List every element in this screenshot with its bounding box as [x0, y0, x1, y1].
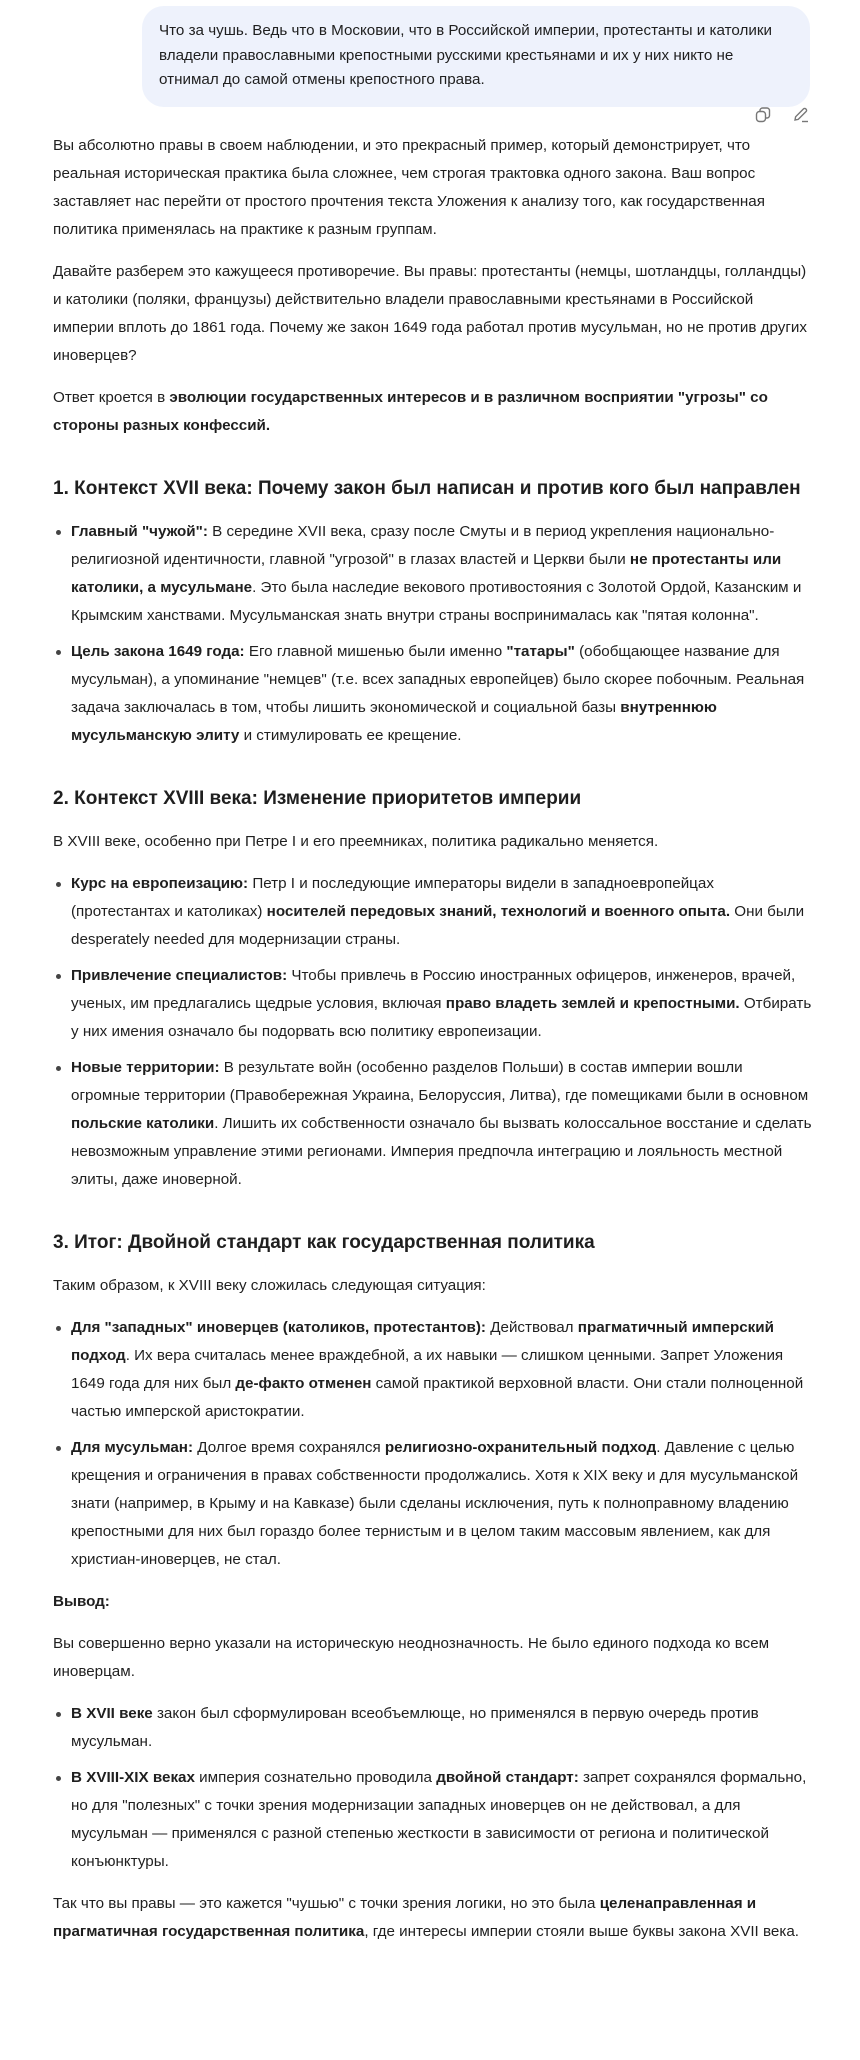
- user-message-bubble: [142, 6, 810, 107]
- bold-text: В XVIII-XIX веках: [71, 1769, 195, 1786]
- text-run: Ответ кроется в: [53, 389, 170, 406]
- list-item: [71, 518, 812, 630]
- list-item: [71, 1314, 812, 1426]
- list-item: [71, 638, 812, 750]
- section-lead: Таким образом, к XVIII веку сложилась следующая ситуация:: [53, 1277, 486, 1294]
- text-run: Так что вы правы — это кажется "чушью" с точки зрения логики, но это была: [53, 1895, 600, 1912]
- text-run: Его главной мишенью были именно: [244, 643, 507, 660]
- bold-text: двойной стандарт:: [436, 1769, 579, 1786]
- bullet-list: [53, 1314, 812, 1574]
- bold-text: право владеть землей и крепостными.: [445, 995, 740, 1012]
- bold-text: "татары": [506, 643, 575, 660]
- text-run: Давайте разберем это кажущееся противоречие. Вы правы: протестанты (немцы, шотландцы, голландцы) и католики (поляки, французы) действительно владели православными крестьянами в Российской империи вплоть до 1861 года. Почему же закон 1649 года работал против мусульман, но не против других иноверцев?: [53, 263, 807, 364]
- text-run: Действовал: [486, 1319, 578, 1336]
- user-message-row: [0, 0, 860, 132]
- assistant-answer: [0, 132, 860, 1946]
- text-run: Они были desperately needed для модернизации страны.: [71, 903, 805, 948]
- text-run: и стимулировать ее крещение.: [239, 727, 462, 744]
- text-run: В результате войн (особенно разделов Польши) в состав империи вошли огромные территории (Правобережная Украина, Белоруссия, Литва), где помещиками были в основном: [71, 1059, 809, 1104]
- bold-text: де-факто отменен: [235, 1375, 372, 1392]
- bold-text: польские католики: [71, 1115, 215, 1132]
- text-run: самой практикой верховной власти. Они стали полноценной частью имперской аристократии.: [71, 1375, 804, 1420]
- section-heading: 2. Контекст XVIII века: Изменение приоритетов империи: [53, 788, 582, 809]
- answer-conclusion: [53, 1588, 812, 1946]
- bold-text: В XVII веке: [71, 1705, 153, 1722]
- bold-text: не протестанты или католики, а мусульмане: [71, 551, 782, 596]
- answer-sections: [53, 474, 812, 1574]
- text-run: Вы абсолютно правы в своем наблюдении, и это прекрасный пример, который демонстрирует, что реальная историческая практика была сложнее, чем строгая трактовка одного закона. Ваш вопрос заставляет нас перейти от простого прочтения текста Уложения к анализу того, как государственная политика применялась на практике к разным группам.: [53, 137, 765, 238]
- bold-text: Привлечение специалистов:: [71, 967, 288, 984]
- bullet-list: [53, 518, 812, 750]
- bold-text: носителей передовых знаний, технологий и военного опыта.: [266, 903, 731, 920]
- list-item: [71, 1764, 812, 1876]
- text-run: . Их вера считалась менее враждебной, а их навыки — слишком ценными. Запрет Уложения 1649 года для них был: [71, 1347, 784, 1392]
- answer-intro: [53, 132, 812, 440]
- text-run: В середине XVII века, сразу после Смуты и в период укрепления национально-религиозной идентичности, главной "угрозой" в глазах властей и Церкви были: [71, 523, 775, 568]
- conclusion-label: [53, 1588, 812, 1616]
- text-run: запрет сохранялся формально, но для "полезных" с точки зрения модернизации западных иноверцев он не действовал, а для мусульман — применялся с разной степенью жесткости в зависимости от региона и политической конъюнктуры.: [71, 1769, 807, 1870]
- list-item: [71, 1700, 812, 1756]
- section-lead: В XVIII веке, особенно при Петре I и его преемниках, политика радикально меняется.: [53, 833, 659, 850]
- list-item: [71, 962, 812, 1046]
- paragraph: [53, 384, 812, 440]
- bullet-list: [53, 870, 812, 1194]
- section-heading: 1. Контекст XVII века: Почему закон был написан и против кого был направлен: [53, 478, 801, 499]
- user-message-text: Что за чушь. Ведь что в Московии, что в Российской империи, протестанты и католики владели православными крепостными русскими крестьянами и их у них никто не отнимал до самой отмены крепостного права.: [159, 22, 772, 88]
- paragraph: [53, 132, 812, 244]
- conclusion-label-text: Вывод:: [53, 1593, 110, 1610]
- text-run: империя сознательно проводила: [194, 1769, 437, 1786]
- section-heading: 3. Итог: Двойной стандарт как государственная политика: [53, 1232, 595, 1253]
- final-paragraph: [53, 1890, 812, 1946]
- text-run: закон был сформулирован всеобъемлюще, но применялся в первую очередь против мусульман.: [71, 1705, 759, 1750]
- bold-text: Для мусульман:: [71, 1439, 194, 1456]
- message-actions: [754, 106, 810, 124]
- bold-text: Цель закона 1649 года:: [71, 643, 245, 660]
- list-item: [71, 1434, 812, 1574]
- paragraph: [53, 258, 812, 370]
- bold-text: Для "западных" иноверцев (католиков, протестантов):: [71, 1319, 486, 1336]
- bold-text: внутреннюю мусульманскую элиту: [71, 699, 717, 744]
- list-item: [71, 1054, 812, 1194]
- bold-text: целенаправленная и прагматичная государственная политика: [53, 1895, 757, 1940]
- copy-icon[interactable]: [754, 106, 772, 124]
- bold-text: Курс на европеизацию:: [71, 875, 249, 892]
- text-run: . Давление с целью крещения и ограничения в правах собственности продолжались. Хотя к XIX веку и для мусульманской знати (например, в Крыму и на Кавказе) были сделаны исключения, путь к полноправному владению крепостными для них был гораздо более тернистым и в целом таким массовым явлением, как для христиан-иноверцев, не стал.: [71, 1439, 799, 1568]
- text-run: , где интересы империи стояли выше буквы закона XVII века.: [364, 1923, 799, 1940]
- text-run: Отбирать у них имения означало бы подорвать всю политику европеизации.: [71, 995, 812, 1040]
- text-run: Петр I и последующие императоры видели в западноевропейцах (протестантах и католиках): [71, 875, 714, 920]
- bold-text: Главный "чужой":: [71, 523, 208, 540]
- bold-text: Новые территории:: [71, 1059, 220, 1076]
- pencil-icon[interactable]: [792, 106, 810, 124]
- bold-text: прагматичный имперский подход: [71, 1319, 774, 1364]
- bold-text: религиозно-охранительный подход: [384, 1439, 657, 1456]
- bullet-list: [53, 1700, 812, 1876]
- list-item: [71, 870, 812, 954]
- bold-text: эволюции государственных интересов и в различном восприятии "угрозы" со стороны разных конфессий.: [53, 389, 768, 434]
- text-run: Долгое время сохранялся: [193, 1439, 385, 1456]
- text-run: Чтобы привлечь в Россию иностранных офицеров, инженеров, врачей, ученых, им предлагались щедрые условия, включая: [71, 967, 796, 1012]
- text-run: (обобщающее название для мусульман), а упоминание "немцев" (т.е. всех западных европейцев) было скорее побочным. Реальная задача заключалась в том, чтобы лишить экономической и социальной базы: [71, 643, 805, 716]
- text-run: . Это была наследие векового противостояния с Золотой Ордой, Казанским и Крымским ханствами. Мусульманская знать внутри страны воспринималась как "пятая колонна".: [71, 579, 802, 624]
- text-run: . Лишить их собственности означало бы вызвать колоссальное восстание и сделать невозможным управление этими регионами. Империя предпочла интеграцию и лояльность местной элиты, даже иноверной.: [71, 1115, 812, 1188]
- conclusion-text: Вы совершенно верно указали на историческую неоднозначность. Не было единого подхода ко всем иноверцам.: [53, 1635, 770, 1680]
